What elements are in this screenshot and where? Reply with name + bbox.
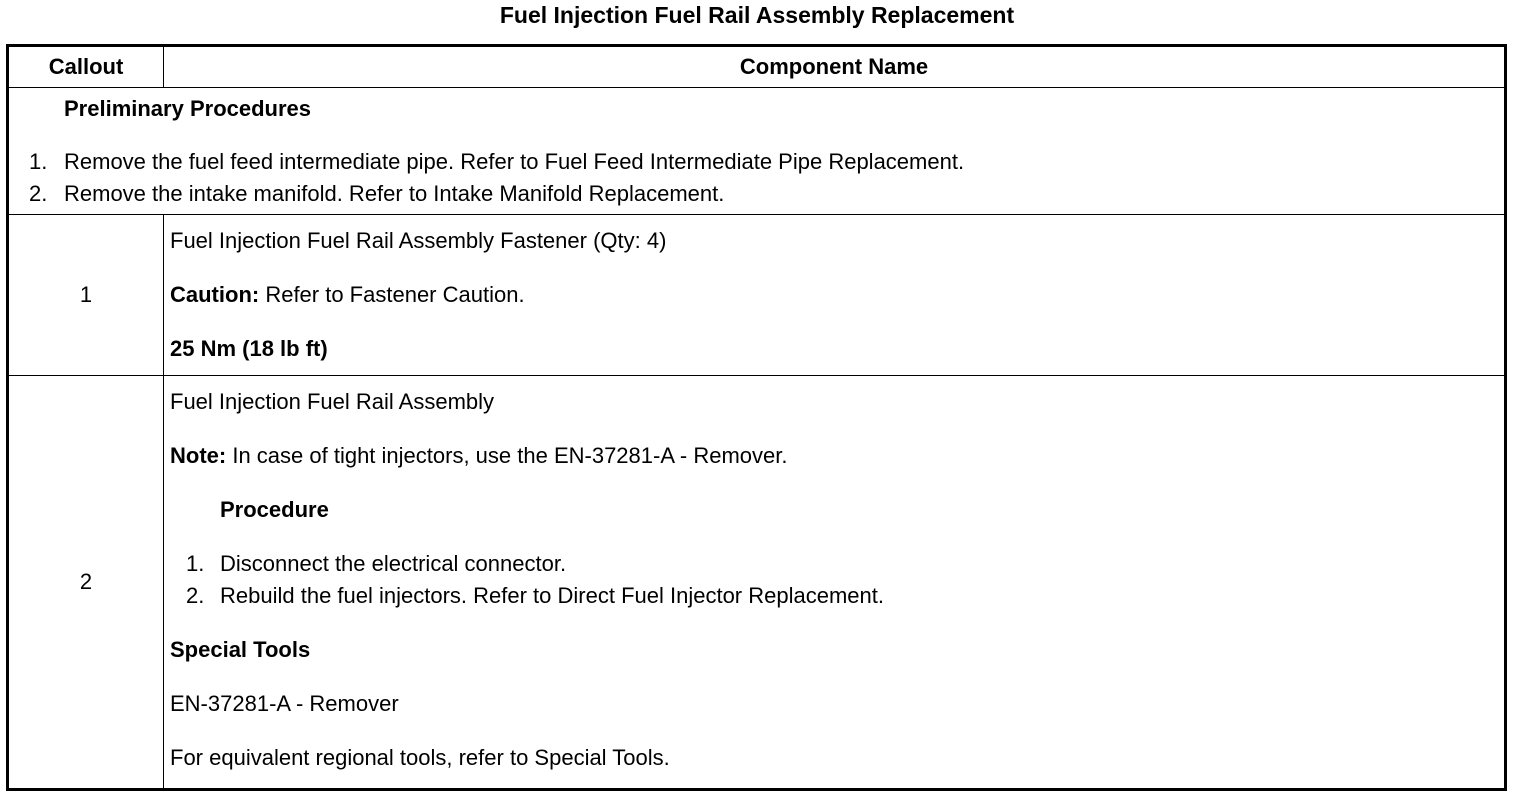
page-title: Fuel Injection Fuel Rail Assembly Replacement <box>499 2 1015 28</box>
caution-label: Caution: <box>170 282 260 307</box>
caution-line <box>170 279 1504 311</box>
procedure-steps-list <box>170 548 1504 612</box>
component-cell <box>164 376 1506 790</box>
step-number: 1. <box>29 149 48 174</box>
step-text: Remove the intake manifold. Refer to Intake Manifold Replacement. <box>64 181 725 206</box>
note-text: In case of tight injectors, use the EN-37281-A - Remover. <box>226 443 788 468</box>
list-item <box>170 580 1504 612</box>
caution-text: Refer to Fastener Caution. <box>259 282 525 307</box>
step-text: Remove the fuel feed intermediate pipe. Refer to Fuel Feed Intermediate Pipe Replacement. <box>64 149 965 174</box>
step-text: Rebuild the fuel injectors. Refer to Direct Fuel Injector Replacement. <box>220 583 884 608</box>
preliminary-procedures-heading: Preliminary Procedures <box>64 96 312 121</box>
component-name: Fuel Injection Fuel Rail Assembly Fastener (Qty: 4) <box>170 228 667 253</box>
list-item <box>9 178 1504 210</box>
note-line <box>170 440 1504 472</box>
component-name-column-header: Component Name <box>164 46 1506 88</box>
table-header-row <box>8 46 1506 88</box>
torque-spec: 25 Nm (18 lb ft) <box>170 336 328 361</box>
equivalent-tools-note: For equivalent regional tools, refer to Special Tools. <box>170 745 670 770</box>
callout-column-header: Callout <box>8 46 164 88</box>
procedure-heading: Procedure <box>220 497 329 522</box>
step-text: Disconnect the electrical connector. <box>220 551 567 576</box>
preliminary-steps-list <box>9 146 1504 210</box>
component-name: Fuel Injection Fuel Rail Assembly <box>170 389 495 414</box>
step-number: 2. <box>186 583 205 608</box>
list-item <box>170 548 1504 580</box>
table-row <box>8 376 1506 790</box>
callout-number: 2 <box>8 376 164 790</box>
callout-table <box>6 44 1507 791</box>
preliminary-procedures-cell <box>8 88 1506 215</box>
special-tools-heading: Special Tools <box>170 637 311 662</box>
callout-number: 1 <box>8 215 164 376</box>
component-cell <box>164 215 1506 376</box>
note-label: Note: <box>170 443 227 468</box>
step-number: 2. <box>29 181 48 206</box>
preliminary-procedures-row <box>8 88 1506 215</box>
table-row <box>8 215 1506 376</box>
step-number: 1. <box>186 551 205 576</box>
list-item <box>9 146 1504 178</box>
special-tool-name: EN-37281-A - Remover <box>170 691 399 716</box>
